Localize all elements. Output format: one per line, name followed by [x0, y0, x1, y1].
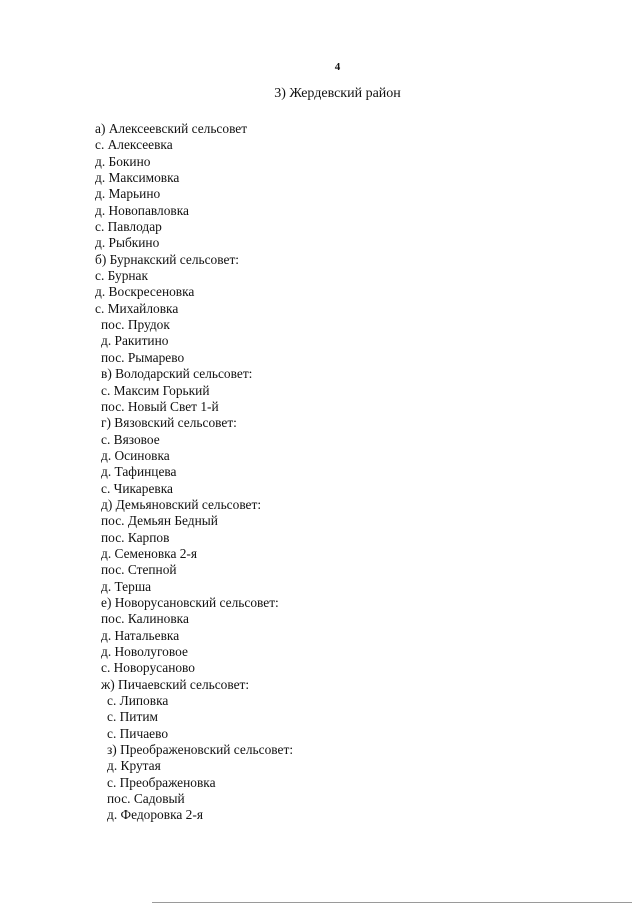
settlement-item: с. Новорусаново — [101, 660, 195, 676]
settlement-item: с. Бурнак — [95, 268, 148, 284]
settlement-item: пос. Прудок — [101, 317, 170, 333]
settlement-item: д. Ракитино — [101, 333, 169, 349]
settlement-item: с. Питим — [107, 709, 158, 725]
settlement-item: пос. Садовый — [107, 791, 185, 807]
settlement-item: пос. Рымарево — [101, 349, 185, 365]
settlement-item: с. Преображеновка — [107, 774, 216, 790]
council-heading: г) Вязовский сельсовет: — [101, 415, 237, 431]
settlement-item: д. Тафинцева — [101, 464, 177, 480]
council-heading: е) Новорусановский сельсовет: — [101, 594, 279, 610]
district-heading: 3) Жердевский район — [274, 86, 401, 101]
settlement-item: д. Рыбкино — [95, 235, 160, 251]
settlement-item: пос. Степной — [101, 562, 177, 578]
settlement-item: д. Максимовка — [95, 170, 180, 186]
council-heading: б) Бурнакский сельсовет: — [95, 251, 240, 267]
page-number: 4 — [334, 61, 341, 73]
council-heading: ж) Пичаевский сельсовет: — [101, 676, 250, 692]
settlement-item: с. Пичаево — [107, 725, 169, 741]
settlement-item: с. Павлодар — [95, 219, 162, 235]
settlement-item: д. Новопавловка — [95, 202, 190, 218]
settlement-item: пос. Калиновка — [101, 611, 189, 627]
council-heading: з) Преображеновский сельсовет: — [107, 742, 294, 758]
settlement-item: с. Липовка — [107, 693, 169, 709]
settlement-item: д. Осиновка — [101, 447, 170, 463]
council-heading: а) Алексеевский сельсовет — [95, 121, 248, 136]
settlement-item: д. Терша — [101, 578, 152, 594]
settlement-item: д. Крутая — [107, 758, 161, 774]
settlement-item: с. Вязовое — [101, 431, 160, 447]
settlement-item: д. Семеновка 2-я — [101, 545, 198, 561]
settlement-item: с. Чикаревка — [101, 480, 173, 496]
settlement-item: пос. Карпов — [101, 529, 170, 545]
settlement-item: д. Воскресеновка — [95, 284, 195, 300]
settlement-item: с. Михайловка — [95, 300, 179, 316]
settlement-list — [95, 121, 293, 824]
settlement-item: пос. Новый Свет 1-й — [101, 398, 219, 414]
settlement-item: д. Новолуговое — [101, 644, 188, 659]
council-heading: д) Демьяновский сельсовет: — [101, 496, 262, 512]
settlement-item: д. Марьино — [95, 186, 161, 202]
bottom-rule — [152, 902, 632, 903]
settlement-item: д. Бокино — [95, 153, 151, 169]
settlement-item: пос. Демьян Бедный — [101, 513, 218, 529]
settlement-item: д. Натальевка — [101, 627, 180, 643]
settlement-item: д. Федоровка 2-я — [107, 807, 203, 823]
settlement-item: с. Максим Горький — [101, 382, 210, 398]
settlement-item: с. Алексеевка — [95, 137, 173, 153]
council-heading: в) Володарский сельсовет: — [101, 366, 253, 382]
